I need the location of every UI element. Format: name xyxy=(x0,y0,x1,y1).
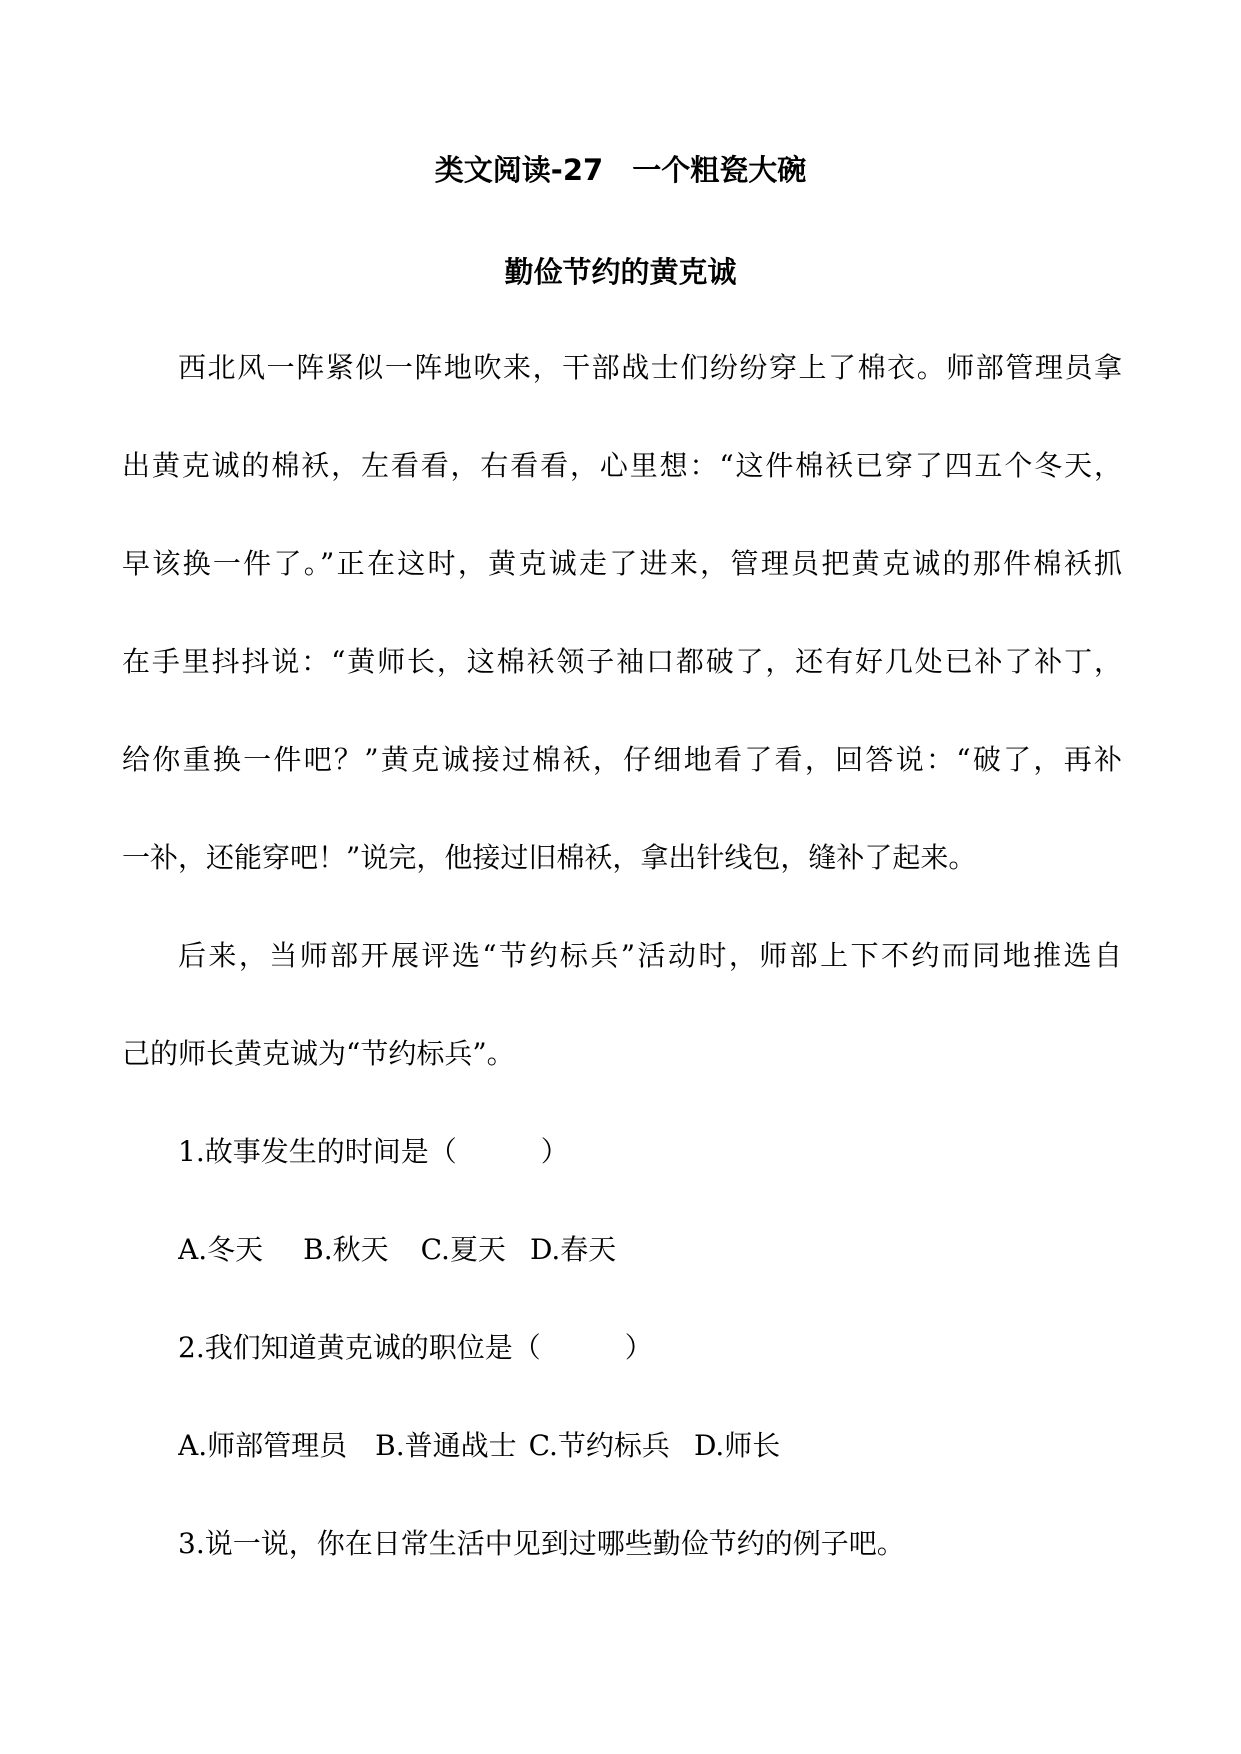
question-1-prompt: 1.故事发生的时间是（ ） xyxy=(178,1135,569,1168)
passage-line: 出黄克诚的棉袄，左看看，右看看，心里想：“这件棉袄已穿了四五个冬天， xyxy=(122,449,1122,482)
passage-title: 勤俭节约的黄克诚 xyxy=(504,255,737,289)
option-b: B.普通战士 xyxy=(375,1429,517,1462)
option-c: C.夏天 xyxy=(420,1233,506,1266)
passage-line: 给你重换一件吧？”黄克诚接过棉袄，仔细地看了看，回答说：“破了，再补 xyxy=(122,743,1122,776)
passage-line: 早该换一件了。”正在这时，黄克诚走了进来，管理员把黄克诚的那件棉袄抓 xyxy=(122,547,1122,580)
option-d: D.师长 xyxy=(693,1429,781,1462)
question-2-prompt: 2.我们知道黄克诚的职位是（ ） xyxy=(178,1331,653,1364)
passage-line: 己的师长黄克诚为“节约标兵”。 xyxy=(122,1037,515,1070)
option-c: C.节约标兵 xyxy=(528,1429,670,1462)
question-2-options xyxy=(178,1426,1122,1466)
question-1-options xyxy=(178,1230,1122,1270)
option-b: B.秋天 xyxy=(303,1233,389,1266)
option-a: A.师部管理员 xyxy=(178,1429,348,1462)
option-a: A.冬天 xyxy=(178,1233,264,1266)
option-d: D.春天 xyxy=(529,1233,617,1266)
passage-line: 西北风一阵紧似一阵地吹来，干部战士们纷纷穿上了棉衣。师部管理员拿 xyxy=(178,351,1122,384)
page-title: 类文阅读-27 一个粗瓷大碗 xyxy=(434,153,807,187)
passage-line: 一补，还能穿吧！”说完，他接过旧棉袄，拿出针线包，缝补了起来。 xyxy=(122,841,977,874)
passage-line: 后来，当师部开展评选“节约标兵”活动时，师部上下不约而同地推选自 xyxy=(178,939,1122,972)
question-3-prompt: 3.说一说，你在日常生活中见到过哪些勤俭节约的例子吧。 xyxy=(178,1527,905,1560)
passage-line: 在手里抖抖说：“黄师长，这棉袄领子袖口都破了，还有好几处已补了补丁， xyxy=(122,645,1122,678)
